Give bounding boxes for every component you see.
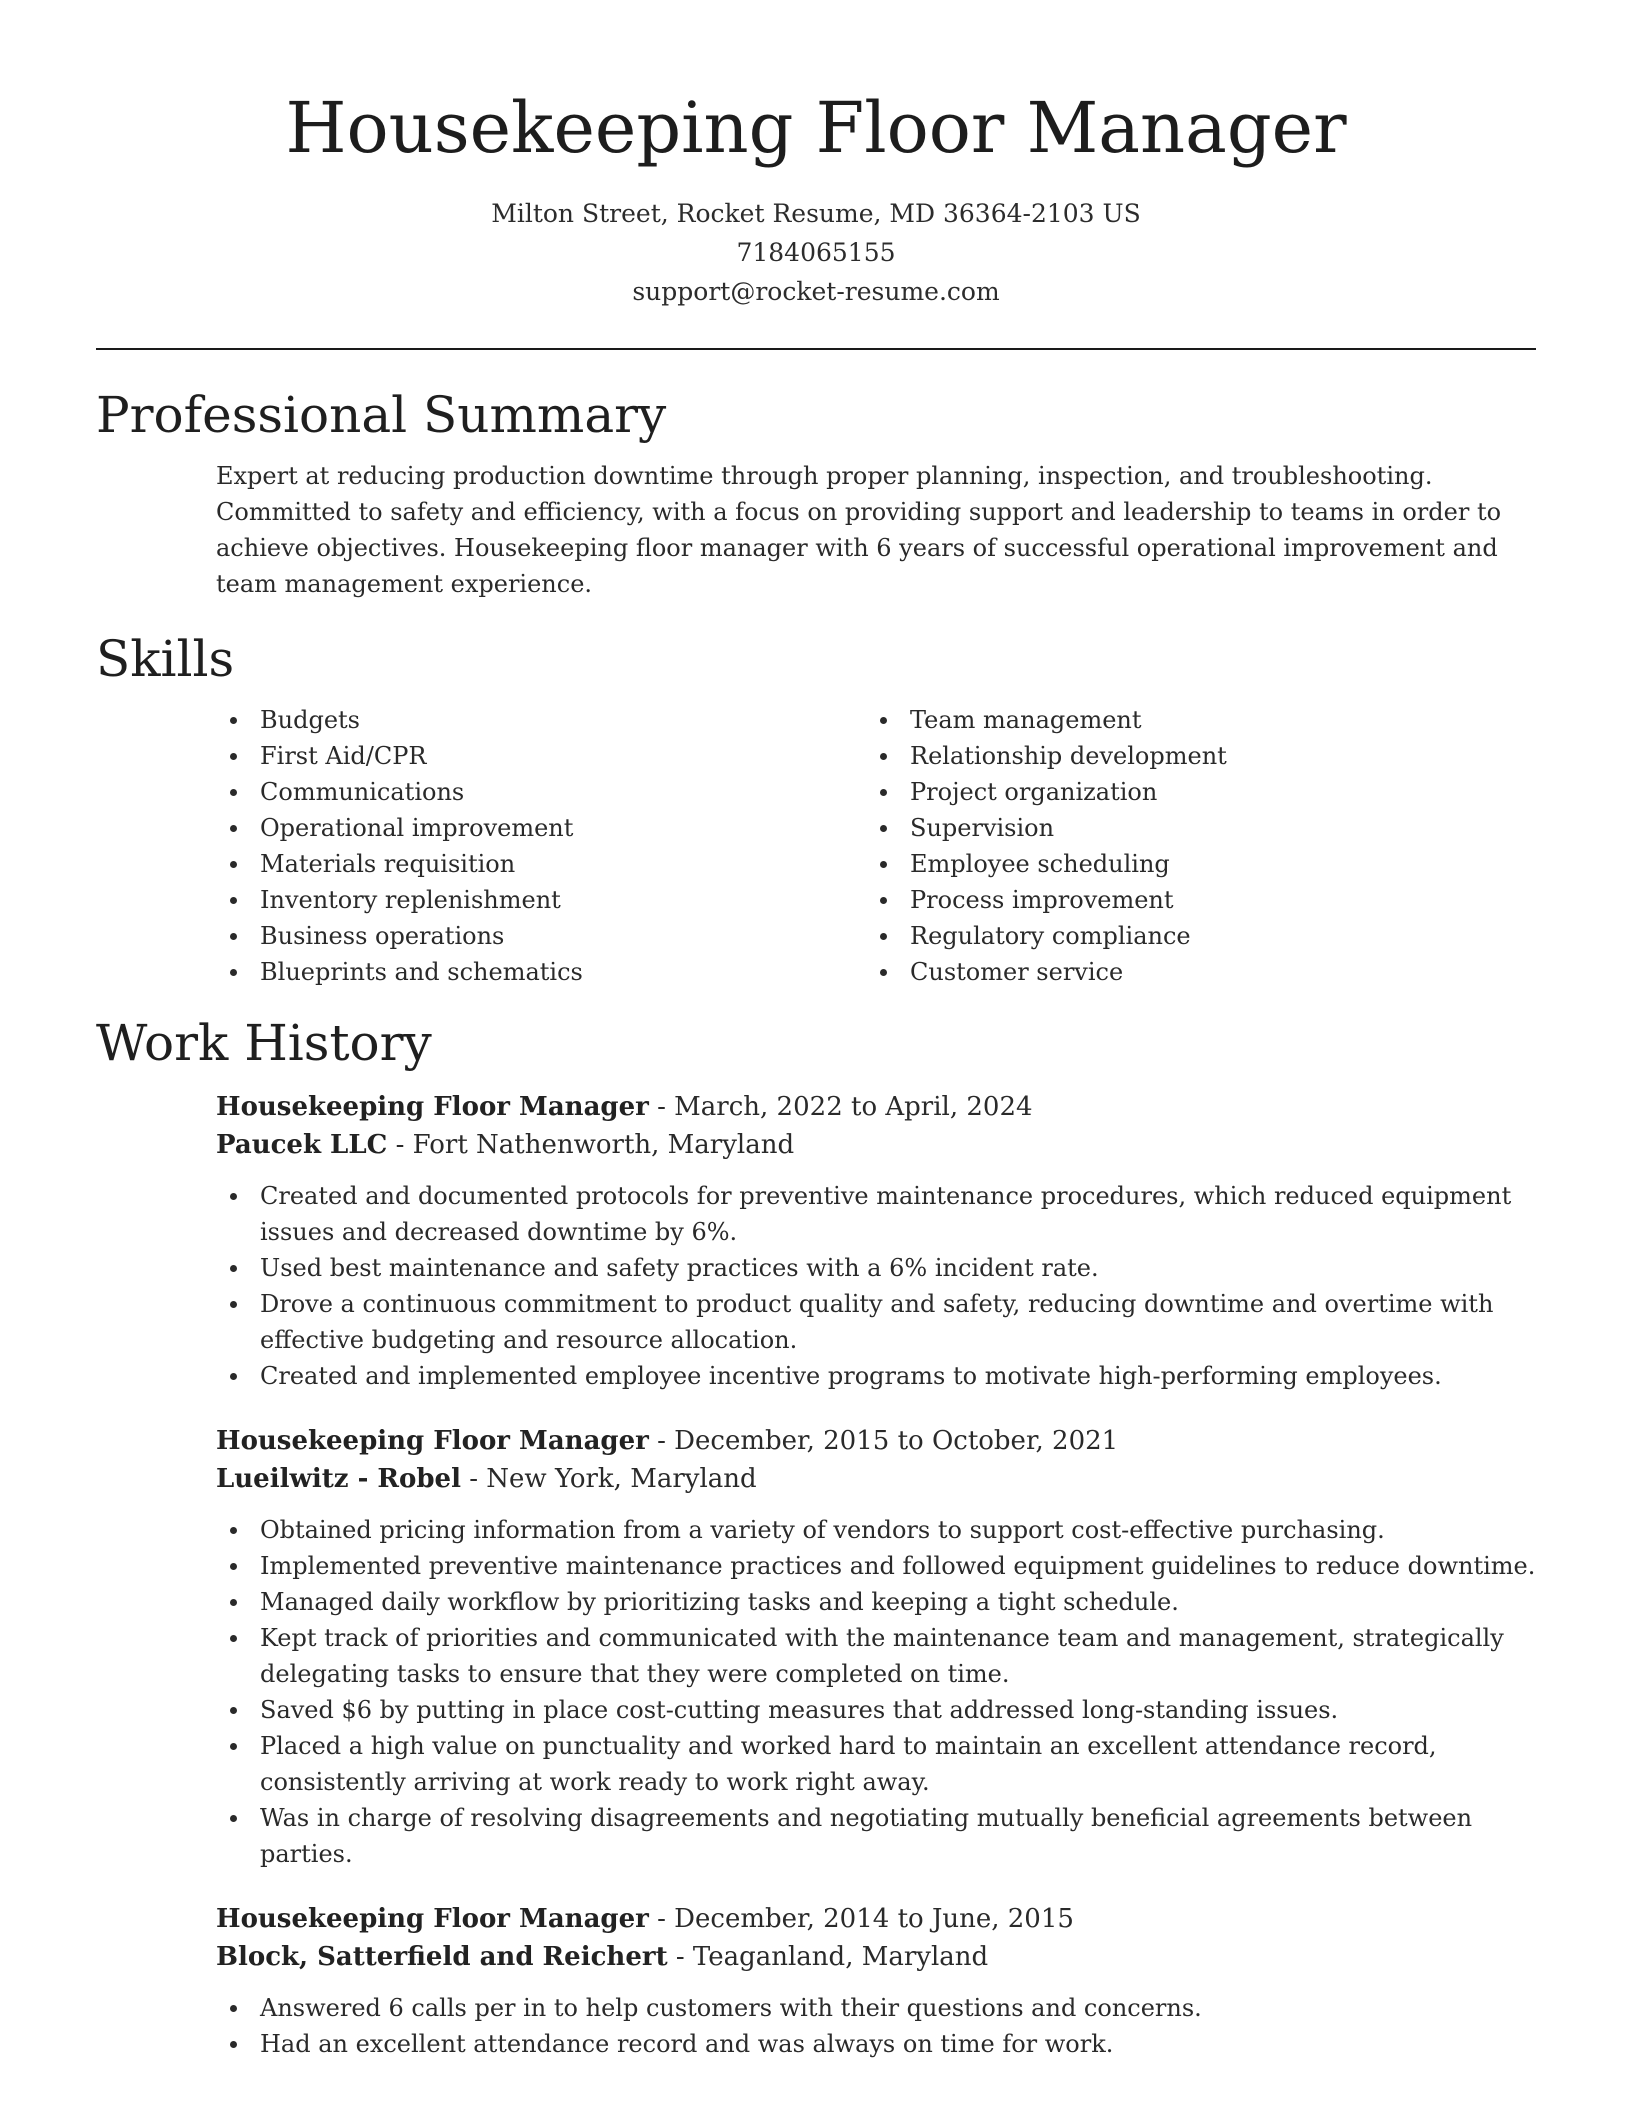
- skill-item: [216, 882, 866, 918]
- skill-item: [866, 702, 1516, 738]
- bullet-icon: [230, 1265, 237, 1272]
- skill-item: [866, 810, 1516, 846]
- skill-label: Operational improvement: [260, 814, 574, 842]
- skill-label: Regulatory compliance: [910, 922, 1191, 950]
- bullet-icon: [230, 1743, 237, 1750]
- skill-item: [866, 774, 1516, 810]
- bullet-icon: [880, 897, 887, 904]
- job-bullet: [216, 1800, 1542, 1872]
- job-location: - New York, Maryland: [460, 1464, 757, 1494]
- bullet-icon: [230, 969, 237, 976]
- skill-label: First Aid/CPR: [260, 742, 427, 770]
- skills-heading: Skills: [96, 630, 235, 688]
- bullet-icon: [230, 1815, 237, 1822]
- skill-label: Process improvement: [910, 886, 1174, 914]
- skill-label: Budgets: [260, 706, 360, 734]
- skill-label: Project organization: [910, 778, 1158, 806]
- job-bullets: [216, 1512, 1542, 1872]
- job-bullets: [216, 1990, 1542, 2062]
- job-bullet: [216, 1512, 1542, 1548]
- skills-column-right: [866, 702, 1516, 990]
- bullet-icon: [230, 2005, 237, 2012]
- job-bullet-text: Placed a high value on punctuality and worked hard to maintain an excellent attendance record, consistently arriving at work ready to work right away.: [260, 1732, 1437, 1796]
- skill-label: Communications: [260, 778, 465, 806]
- summary-section: [96, 386, 1536, 602]
- job-bullet: [216, 1358, 1542, 1394]
- job-bullet: [216, 1692, 1542, 1728]
- bullet-icon: [230, 753, 237, 760]
- bullet-icon: [880, 825, 887, 832]
- job-bullet: [216, 1548, 1542, 1584]
- job-bullet: [216, 1990, 1542, 2026]
- contact-address: Milton Street, Rocket Resume, MD 36364-2103 US: [491, 199, 1141, 228]
- contact-phone: 7184065155: [736, 238, 896, 267]
- job-role: Housekeeping Floor Manager: [216, 1426, 649, 1456]
- job-bullet: [216, 1250, 1542, 1286]
- job-role-line: [216, 1422, 1542, 1460]
- job-dates: - December, 2014 to June, 2015: [648, 1904, 1074, 1934]
- skill-item: [866, 882, 1516, 918]
- job-company: Block, Satterfield and Reichert: [216, 1942, 668, 1972]
- job-company-line: [216, 1938, 1542, 1976]
- bullet-icon: [880, 753, 887, 760]
- bullet-icon: [230, 1527, 237, 1534]
- bullet-icon: [230, 825, 237, 832]
- skill-item: [216, 846, 866, 882]
- job-bullet: [216, 1178, 1542, 1250]
- job-bullet-text: Obtained pricing information from a variety of vendors to support cost-effective purchasing.: [260, 1516, 1385, 1544]
- job-bullet-text: Created and implemented employee incentive programs to motivate high-performing employees.: [260, 1362, 1442, 1390]
- bullet-icon: [230, 2041, 237, 2048]
- job-entry: [216, 1422, 1542, 1872]
- job-bullets: [216, 1178, 1542, 1394]
- bullet-icon: [230, 1373, 237, 1380]
- skill-label: Business operations: [260, 922, 505, 950]
- bullet-icon: [230, 1707, 237, 1714]
- skills-grid: [216, 702, 1536, 990]
- resume-page: [96, 0, 1536, 2062]
- job-bullet-text: Had an excellent attendance record and was always on time for work.: [260, 2030, 1114, 2058]
- job-bullet-text: Managed daily workflow by prioritizing tasks and keeping a tight schedule.: [260, 1588, 1179, 1616]
- bullet-icon: [880, 933, 887, 940]
- summary-text: Expert at reducing production downtime through proper planning, inspection, and troubleshooting. Committed to safety and efficiency, with a focus on providing support and leadership to teams in order to achieve objectives. Housekeeping floor manager with 6 years of successful operational improvement and team management experience.: [216, 462, 1502, 598]
- header-divider: [96, 348, 1536, 350]
- skills-column-left: [216, 702, 866, 990]
- bullet-icon: [230, 861, 237, 868]
- job-bullet: [216, 1728, 1542, 1800]
- skill-item: [866, 918, 1516, 954]
- bullet-icon: [230, 1301, 237, 1308]
- skill-item: [866, 846, 1516, 882]
- job-role: Housekeeping Floor Manager: [216, 1904, 649, 1934]
- skill-item: [866, 738, 1516, 774]
- job-company-line: [216, 1460, 1542, 1498]
- bullet-icon: [230, 1599, 237, 1606]
- job-entry: [216, 1900, 1542, 2062]
- skill-label: Inventory replenishment: [260, 886, 561, 914]
- job-bullet-text: Drove a continuous commitment to product quality and safety, reducing downtime and overtime with effective budgeting and resource allocation.: [260, 1290, 1494, 1354]
- work-history-section: [96, 1014, 1536, 2062]
- job-location: - Teaganland, Maryland: [667, 1942, 989, 1972]
- work-history-heading: Work History: [96, 1014, 432, 1072]
- bullet-icon: [230, 1563, 237, 1570]
- skill-label: Customer service: [910, 958, 1124, 986]
- skill-item: [216, 810, 866, 846]
- skill-item: [866, 954, 1516, 990]
- contact-block: [96, 194, 1536, 311]
- job-bullet-text: Kept track of priorities and communicated with the maintenance team and management, strategically delegating tasks to ensure that they were completed on time.: [260, 1624, 1504, 1688]
- job-location: - Fort Nathenworth, Maryland: [387, 1130, 795, 1160]
- job-dates: - March, 2022 to April, 2024: [648, 1092, 1033, 1122]
- skill-item: [216, 954, 866, 990]
- resume-header: [96, 0, 1536, 311]
- bullet-icon: [880, 789, 887, 796]
- bullet-icon: [230, 933, 237, 940]
- job-role-line: [216, 1088, 1542, 1126]
- skill-item: [216, 918, 866, 954]
- skills-section: [96, 630, 1536, 990]
- job-bullet: [216, 1584, 1542, 1620]
- bullet-icon: [230, 717, 237, 724]
- contact-email: support@rocket-resume.com: [632, 277, 1000, 306]
- bullet-icon: [880, 717, 887, 724]
- skill-label: Relationship development: [910, 742, 1227, 770]
- job-bullet-text: Saved $6 by putting in place cost-cutting measures that addressed long-standing issues.: [260, 1696, 1339, 1724]
- bullet-icon: [880, 969, 887, 976]
- job-company: Paucek LLC: [216, 1130, 388, 1160]
- summary-heading: Professional Summary: [96, 386, 667, 444]
- bullet-icon: [230, 897, 237, 904]
- bullet-icon: [230, 1635, 237, 1642]
- job-bullet-text: Answered 6 calls per in to help customers with their questions and concerns.: [260, 1994, 1202, 2022]
- skill-label: Supervision: [910, 814, 1055, 842]
- job-bullet-text: Used best maintenance and safety practices with a 6% incident rate.: [260, 1254, 1099, 1282]
- job-bullet-text: Created and documented protocols for preventive maintenance procedures, which reduced equipment issues and decreased downtime by 6%.: [260, 1182, 1512, 1246]
- bullet-icon: [880, 861, 887, 868]
- job-role-line: [216, 1900, 1542, 1938]
- job-bullet: [216, 1620, 1542, 1692]
- skill-label: Employee scheduling: [910, 850, 1170, 878]
- skill-label: Team management: [910, 706, 1142, 734]
- skill-item: [216, 738, 866, 774]
- bullet-icon: [230, 789, 237, 796]
- skill-item: [216, 702, 866, 738]
- bullet-icon: [230, 1193, 237, 1200]
- skill-label: Blueprints and schematics: [260, 958, 583, 986]
- job-bullet: [216, 1286, 1542, 1358]
- job-bullet-text: Implemented preventive maintenance practices and followed equipment guidelines to reduce downtime.: [260, 1552, 1536, 1580]
- skill-label: Materials requisition: [260, 850, 516, 878]
- job-bullet: [216, 2026, 1542, 2062]
- skill-item: [216, 774, 866, 810]
- job-bullet-text: Was in charge of resolving disagreements and negotiating mutually beneficial agreements between parties.: [260, 1804, 1473, 1868]
- job-company-line: [216, 1126, 1542, 1164]
- job-dates: - December, 2015 to October, 2021: [648, 1426, 1119, 1456]
- job-entry: [216, 1088, 1542, 1394]
- job-company: Lueilwitz - Robel: [216, 1464, 461, 1494]
- resume-title: Housekeeping Floor Manager: [285, 87, 1347, 169]
- job-role: Housekeeping Floor Manager: [216, 1092, 649, 1122]
